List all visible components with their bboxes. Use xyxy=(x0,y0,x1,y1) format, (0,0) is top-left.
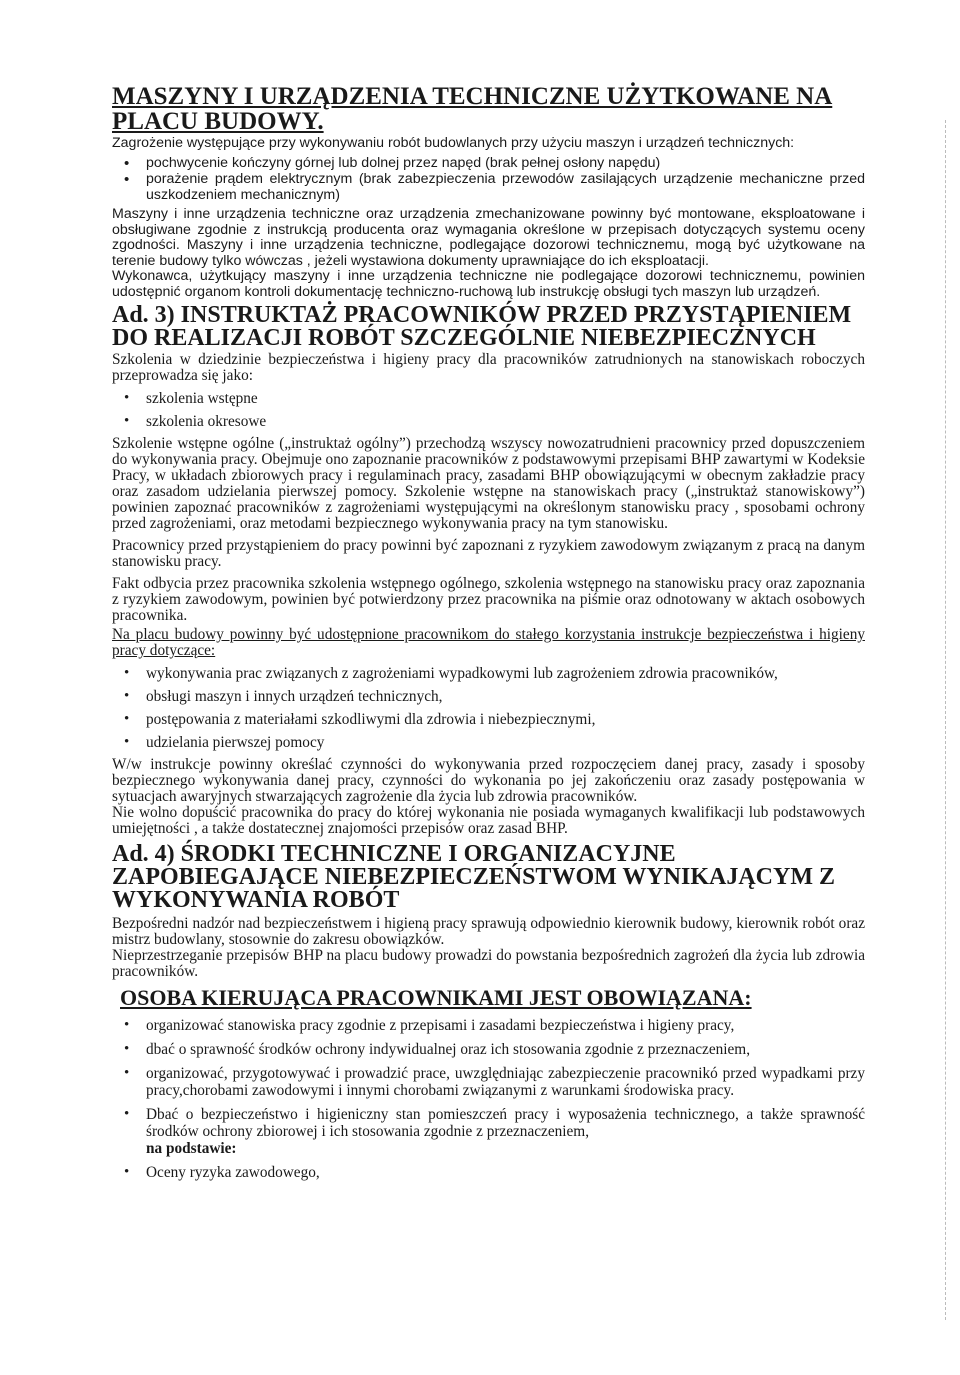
section-3-heading: Ad. 3) INSTRUKTAŻ PRACOWNIKÓW PRZED PRZYSTĄPIENIEM DO REALIZACJI ROBÓT SZCZEGÓLNIE NIEBEZPIECZNYCH xyxy=(112,302,852,351)
hazards-intro: Zagrożenie występujące przy wykonywaniu robót budowlanych przy użyciu maszyn i urządzeń technicznych: xyxy=(112,135,795,151)
list-item: • wykonywania prac związanych z zagrożeniami wypadkowymi lub zagrożeniem zdrowia pracowników, xyxy=(146,665,865,682)
list-item: • postępowania z materiałami szkodliwymi dla zdrowia i niebezpiecznymi, xyxy=(146,711,865,728)
training-types-list xyxy=(112,390,865,430)
training-paragraph-2: Pracownicy przed przystąpieniem do pracy powinni być zapoznani z ryzykiem zawodowym związanym z pracą na danym stanowisku pracy. xyxy=(112,537,865,570)
violation-paragraph: Nieprzestrzeganie przepisów BHP na placu budowy prowadzi do powstania bezpośrednich zagrożeń dla życia lub zdrowia pracowników. xyxy=(112,947,865,980)
list-item xyxy=(146,1106,865,1157)
machines-paragraph-2: Wykonawca, użytkujący maszyny i inne urządzenia techniczne nie podlegające dozorowi technicznemu, powinien udostępnić organom kontroli dokumentację techniczno-ruchową lub instrukcję obsługi tych maszyn lub urządzeń. xyxy=(112,268,865,300)
instructions-list xyxy=(112,665,865,751)
basis-label: na podstawie: xyxy=(146,1140,237,1157)
training-paragraph-3: Fakt odbycia przez pracownika szkolenia wstępnego ogólnego, szkolenia wstępnego na stanowisku pracy oraz zapoznania z ryzykiem zawodowym, powinien być potwierdzony przez pracownika na piśmie oraz odnotowany w aktach osobowych pracownika. xyxy=(112,575,865,624)
duties-heading: OSOBA KIERUJĄCA PRACOWNIKAMI JEST OBOWIĄZANA: xyxy=(120,985,752,1010)
list-item: • organizować, przygotowywać i prowadzić prace, uwzględniając zabezpieczenie pracownikó przed wypadkami przy pracy,chorobami zawodowymi i innymi chorobami związanymi z warunkami środowiska pracy. xyxy=(146,1065,865,1099)
section-4-heading: Ad. 4) ŚRODKI TECHNICZNE I ORGANIZACYJNE ZAPOBIEGAJĄCE NIEBEZPIECZEŃSTWOM WYNIKAJĄCYM Z WYKONYWANIA ROBÓT xyxy=(112,841,835,913)
qualifications-paragraph: Nie wolno dopuścić pracownika do pracy do której wykonania nie posiada wymaganych kwalifikacji lub podstawowych umiejętności , a także dostatecznej znajomości przepisów oraz zasad BHP. xyxy=(112,804,865,837)
training-paragraph-1: Szkolenie wstępne ogólne („instruktaż ogólny”) przechodzą wszyscy nowozatrudnieni pracownicy przed dopuszczeniem do wykonywania pracy. Obejmuje ono zapoznanie pracowników z podstawowymi przepisami BHP zawartymi w Kodeksie Pracy, w układach zbiorowych pracy i regulaminach pracy, zasadami BHP obowiązującymi w obecnym zakładzie pracy oraz zasadom udzielania pierwszej pomocy. Szkolenie wstępne na stanowiskach pracy („instruktaż stanowiskowy”) powinien zapoznać pracowników z zagrożeniami występującymi na określonym stanowisku pracy , sposobami ochrony przed zagrożeniami, oraz metodami bezpiecznego wykonywania pracy na tym stanowisku. xyxy=(112,435,865,532)
list-item: • szkolenia okresowe xyxy=(146,413,865,430)
list-item: • pochwycenie kończyny górnej lub dolnej przez napęd (brak pełnej osłony napędu) xyxy=(146,156,865,172)
hazards-list xyxy=(112,156,865,204)
page-title: MASZYNY I URZĄDZENIA TECHNICZNE UŻYTKOWANE NA PLACU BUDOWY. xyxy=(112,83,833,135)
list-item: • szkolenia wstępne xyxy=(146,390,865,407)
list-item: • udzielania pierwszej pomocy xyxy=(146,734,865,751)
duty-text: Dbać o bezpieczeństwo i higieniczny stan pomieszczeń pracy i wyposażenia technicznego, a także sprawność środków ochrony zbiorowej i ich stosowania zgodnie z przeznaczeniem, xyxy=(146,1106,865,1140)
list-item: • Oceny ryzyka zawodowego, xyxy=(146,1164,865,1181)
instructions-intro: Na placu budowy powinny być udostępnione pracownikom do stałego korzystania instrukcje bezpieczeństwa i higieny pracy dotyczące: xyxy=(112,626,865,659)
list-item: • obsługi maszyn i innych urządzeń technicznych, xyxy=(146,688,865,705)
list-item: • dbać o sprawność środków ochrony indywidualnej oraz ich stosowania zgodnie z przeznaczeniem, xyxy=(146,1041,865,1058)
machines-paragraph-1: Maszyny i inne urządzenia techniczne oraz urządzenia zmechanizowane powinny być montowane, eksploatowane i obsługiwane zgodnie z instrukcją producenta oraz wymagania określone w przepisach dotyczących systemu oceny zgodności. Maszyny i inne urządzenia techniczne, podlegające dozorowi technicznemu, mogą być użytkowane na terenie budowy tylko wówczas , jeżeli wystawiona dokumenty uprawniające do ich eksploatacji. xyxy=(112,206,865,269)
list-item: • porażenie prądem elektrycznym (brak zabezpieczenia przewodów zasilających urządzenie mechaniczne przed uszkodzeniem mechanicznym) xyxy=(146,172,865,203)
section-3-intro: Szkolenia w dziedzinie bezpieczeństwa i higieny pracy dla pracowników zatrudnionych na stanowiskach roboczych przeprowadza się jako: xyxy=(112,351,865,384)
list-item: • organizować stanowiska pracy zgodnie z przepisami i zasadami bezpieczeństwa i higieny pracy, xyxy=(146,1017,865,1034)
duties-list xyxy=(112,1017,865,1181)
supervision-paragraph: Bezpośredni nadzór nad bezpieczeństwem i higieną pracy sprawują odpowiednio kierownik budowy, kierownik robót oraz mistrz budowlany, stosownie do zakresu obowiązków. xyxy=(112,915,865,948)
instructions-details-paragraph: W/w instrukcje powinny określać czynności do wykonywania przed rozpoczęciem danej pracy, zasady i sposoby bezpiecznego wykonywania danej pracy, czynności do wykonania po jej zakończeniu oraz zasady postępowania w sytuacjach awaryjnych stwarzających zagrożenie dla życia lub zdrowia pracowników. xyxy=(112,756,865,805)
